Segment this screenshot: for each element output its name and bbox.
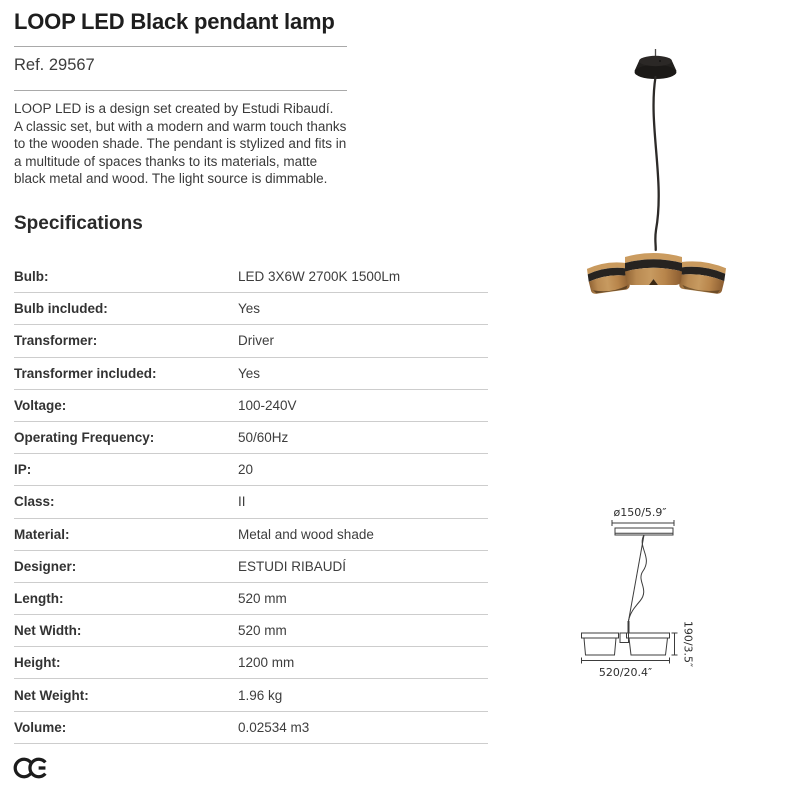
spec-label: Bulb: <box>14 269 49 285</box>
spec-row-voltage <box>14 390 488 422</box>
height-label: 190/3.5″ <box>681 620 695 668</box>
spec-row-transformer <box>14 325 488 357</box>
spec-value: II <box>238 494 246 510</box>
spec-row-net-weight <box>14 679 488 711</box>
spec-label: Length: <box>14 590 64 606</box>
spec-row-designer <box>14 551 488 583</box>
spec-value: ESTUDI RIBAUDÍ <box>238 558 347 574</box>
specifications-table <box>14 261 488 744</box>
shade-right-drawing <box>627 633 670 638</box>
pendant-cable-icon <box>654 77 659 250</box>
spec-row-operating-frequency <box>14 422 488 454</box>
product-photo <box>585 30 733 300</box>
spec-row-bulb-included <box>14 293 488 325</box>
suspension-wire-drawing <box>629 535 645 621</box>
description-line: black metal and wood. The light source is dimmable. <box>14 171 328 187</box>
shade-left-drawing <box>582 633 619 638</box>
spec-value: Metal and wood shade <box>238 526 374 542</box>
spec-label: Material: <box>14 526 70 542</box>
spec-label: Net Weight: <box>14 687 89 703</box>
product-description <box>14 100 346 188</box>
spec-row-net-width <box>14 615 488 647</box>
spec-value: 50/60Hz <box>238 430 289 446</box>
spec-row-bulb <box>14 261 488 293</box>
spec-value: 1.96 kg <box>238 687 283 703</box>
description-line: to the wooden shade. The pendant is stylized and fits in <box>14 136 347 152</box>
wood-shade-left <box>587 260 632 294</box>
spec-label: Transformer: <box>14 333 98 349</box>
spec-value: 520 mm <box>238 623 287 639</box>
spec-value: 100-240V <box>238 397 297 413</box>
spec-label: Operating Frequency: <box>14 430 155 446</box>
description-line: LOOP LED is a design set created by Estudi Ribaudí. <box>14 101 334 116</box>
spec-row-volume <box>14 712 488 744</box>
spec-value: 20 <box>238 462 254 478</box>
dimension-diagram <box>560 495 710 695</box>
specifications-heading: Specifications <box>14 213 143 234</box>
spec-row-height <box>14 647 488 679</box>
spec-row-class <box>14 486 488 518</box>
spec-label: Designer: <box>14 558 77 574</box>
spec-row-material <box>14 519 488 551</box>
spec-label: Net Width: <box>14 623 82 639</box>
spec-label: IP: <box>14 462 32 478</box>
page-title: LOOP LED Black pendant lamp <box>14 9 335 34</box>
spec-label: Height: <box>14 655 61 671</box>
wood-shade-center <box>625 253 682 285</box>
spec-label: Transformer included: <box>14 365 157 381</box>
spec-value: 520 mm <box>238 590 287 606</box>
spec-label: Voltage: <box>14 397 67 413</box>
spec-value: 0.02534 m3 <box>238 719 310 735</box>
dimension-lines <box>582 520 678 664</box>
width-label: 520/20.4″ <box>598 666 653 679</box>
spec-label: Class: <box>14 494 55 510</box>
spec-value: Yes <box>238 365 261 381</box>
description-line: A classic set, but with a modern and warm touch thanks <box>14 118 347 134</box>
spec-row-length <box>14 583 488 615</box>
spec-label: Volume: <box>14 719 67 735</box>
spec-value: 1200 mm <box>238 655 295 671</box>
ceiling-canopy-icon <box>635 49 677 79</box>
title-divider <box>14 46 347 47</box>
spec-label: Bulb included: <box>14 301 108 317</box>
canopy-drawing <box>615 528 673 535</box>
reference-number: Ref. 29567 <box>14 56 95 74</box>
spec-value: Yes <box>238 301 261 317</box>
spec-row-ip <box>14 454 488 486</box>
reference-divider <box>14 90 347 91</box>
ce-mark-icon <box>13 757 49 779</box>
canopy-diameter-label: ø150/5.9″ <box>613 506 667 519</box>
spec-value: Driver <box>238 333 274 349</box>
spec-row-transformer-included <box>14 358 488 390</box>
spec-value: LED 3X6W 2700K 1500Lm <box>238 269 401 285</box>
wood-shade-right <box>678 259 727 294</box>
description-line: a multitude of spaces thanks to its materials, matte <box>14 153 318 169</box>
